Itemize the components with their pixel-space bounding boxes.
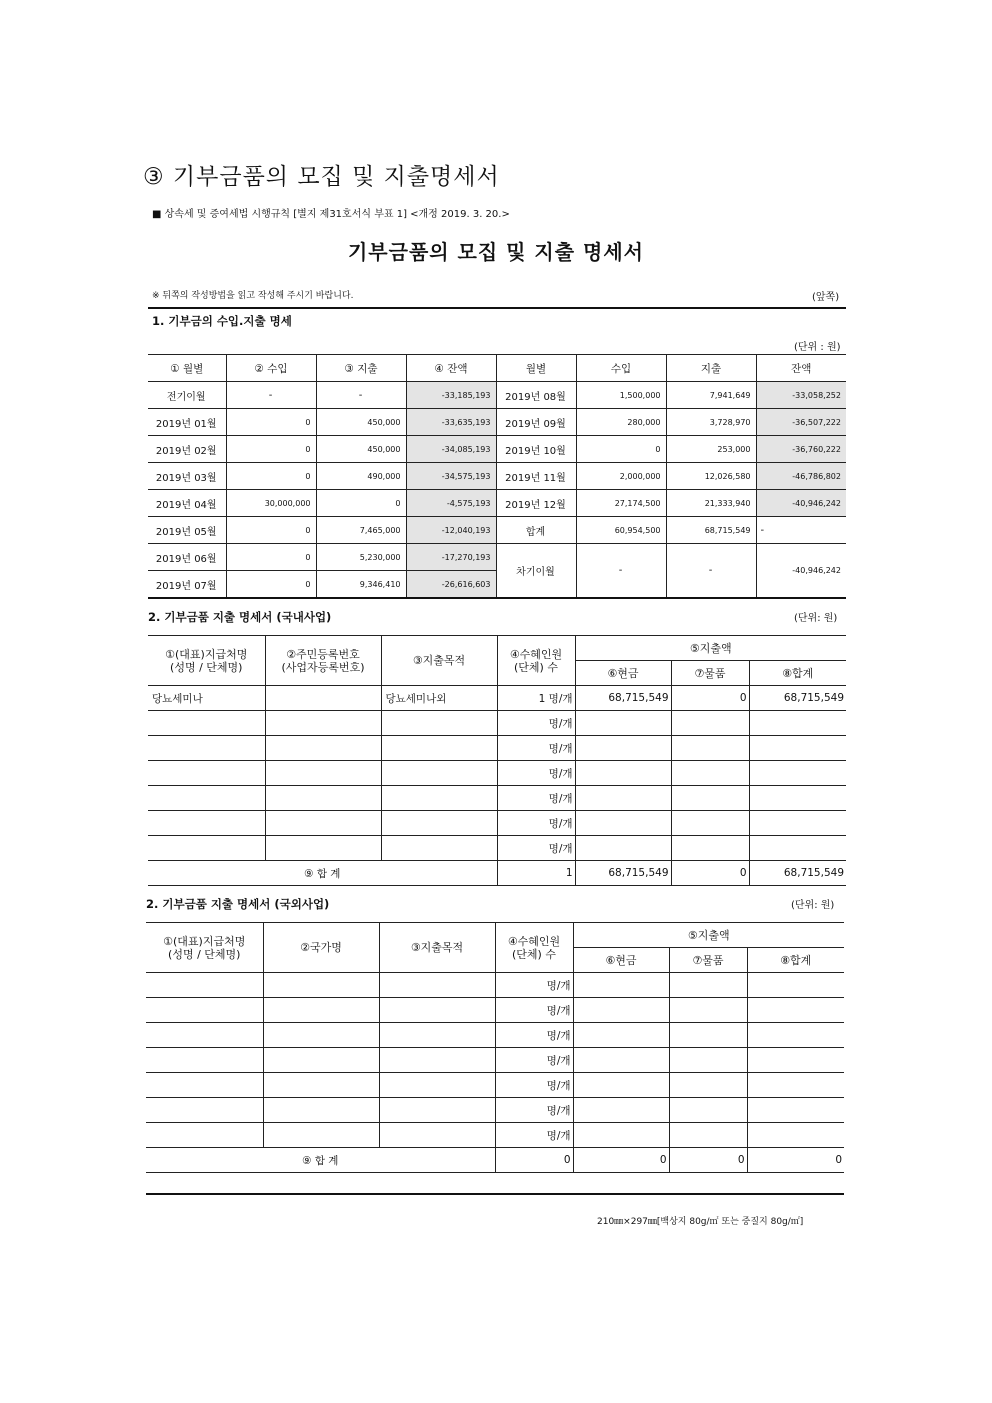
- country-cell: [263, 1023, 379, 1048]
- payee-cell: [148, 786, 265, 811]
- income-cell: 1,500,000: [576, 382, 666, 409]
- balance-cell: -4,575,193: [406, 490, 496, 517]
- total-cell: [747, 998, 844, 1023]
- expense-cell: 253,000: [666, 436, 756, 463]
- goods-cell: [671, 836, 749, 861]
- header-purpose: ③지출목적: [379, 923, 495, 973]
- month-cell: 2019년 12월: [496, 490, 576, 517]
- cash-cell: [573, 998, 669, 1023]
- sum-beneficiary: 1: [497, 861, 575, 886]
- sum-row: [146, 1148, 844, 1173]
- payee-cell: [146, 1048, 263, 1073]
- section2-unit: (단위: 원): [794, 613, 838, 624]
- purpose-cell: [379, 1048, 495, 1073]
- payee-cell: [148, 836, 265, 861]
- purpose-cell: [381, 736, 497, 761]
- cash-cell: [573, 1023, 669, 1048]
- month-cell: 2019년 10월: [496, 436, 576, 463]
- sum-cash: 68,715,549: [575, 861, 671, 886]
- cash-cell: [575, 736, 671, 761]
- column-header: ③ 지출: [316, 355, 406, 382]
- expense-cell: 7,465,000: [316, 517, 406, 544]
- table-row: [148, 736, 846, 761]
- carryover-expense-cell: -: [666, 544, 756, 599]
- income-cell: 280,000: [576, 409, 666, 436]
- purpose-cell: [379, 1073, 495, 1098]
- cash-cell: 68,715,549: [575, 686, 671, 711]
- total-cell: [747, 1048, 844, 1073]
- section1-unit: (단위 : 원): [794, 342, 841, 353]
- column-header: 월별: [496, 355, 576, 382]
- expense-cell: 0: [316, 490, 406, 517]
- purpose-cell: [381, 761, 497, 786]
- front-page-label: (앞쪽): [812, 292, 840, 303]
- goods-cell: [671, 736, 749, 761]
- expense-cell: -: [316, 382, 406, 409]
- table-row: [148, 544, 846, 571]
- table-row: [148, 517, 846, 544]
- month-cell: 2019년 09월: [496, 409, 576, 436]
- balance-cell: -33,185,193: [406, 382, 496, 409]
- notice-text: ※ 뒤쪽의 작성방법을 읽고 작성해 주시기 바랍니다.: [152, 291, 354, 301]
- cash-cell: [575, 711, 671, 736]
- total-cell: [749, 711, 846, 736]
- section3-unit: (단위: 원): [791, 900, 835, 911]
- beneficiary-cell: 명/개: [497, 811, 575, 836]
- id-cell: [265, 761, 381, 786]
- country-cell: [263, 973, 379, 998]
- goods-cell: [669, 1023, 747, 1048]
- header-row: [148, 355, 846, 382]
- purpose-cell: [381, 786, 497, 811]
- balance-cell: -17,270,193: [406, 544, 496, 571]
- bottom-divider: [146, 1193, 844, 1195]
- table-row: [146, 1098, 844, 1123]
- income-cell: 27,174,500: [576, 490, 666, 517]
- balance-cell: -26,616,603: [406, 571, 496, 599]
- column-header: ④ 잔액: [406, 355, 496, 382]
- page-heading: ③ 기부금품의 모집 및 지출명세서: [143, 164, 500, 190]
- expense-cell: 450,000: [316, 436, 406, 463]
- payee-cell: [146, 998, 263, 1023]
- income-cell: 0: [576, 436, 666, 463]
- purpose-cell: [379, 1098, 495, 1123]
- cash-cell: [575, 836, 671, 861]
- purpose-cell: [381, 811, 497, 836]
- column-header: ① 월별: [148, 355, 226, 382]
- column-header: 잔액: [756, 355, 846, 382]
- sum-beneficiary: 0: [495, 1148, 573, 1173]
- table-row: [148, 786, 846, 811]
- country-cell: [263, 1073, 379, 1098]
- legal-reference: ■ 상속세 및 증여세법 시행규칙 [별지 제31호서식 부표 1] <개정 2019. 3. 20.>: [152, 209, 510, 220]
- column-header: 수입: [576, 355, 666, 382]
- header-registration-number: ②주민등록번호 (사업자등록번호): [265, 636, 381, 686]
- table-row: [146, 973, 844, 998]
- month-cell: 2019년 07월: [148, 571, 226, 599]
- table-row: [148, 811, 846, 836]
- purpose-cell: [381, 836, 497, 861]
- table-row: [148, 711, 846, 736]
- total-cell: [747, 1023, 844, 1048]
- expense-cell: 9,346,410: [316, 571, 406, 599]
- expense-cell: 3,728,970: [666, 409, 756, 436]
- balance-cell: -33,635,193: [406, 409, 496, 436]
- total-cell: [747, 1073, 844, 1098]
- balance-cell: -34,575,193: [406, 463, 496, 490]
- domestic-expense-table: [148, 635, 846, 886]
- balance-cell: -46,786,802: [756, 463, 846, 490]
- income-cell: 0: [226, 436, 316, 463]
- beneficiary-cell: 1 명/개: [497, 686, 575, 711]
- section2-title: 2. 기부금품 지출 명세서 (국내사업): [148, 610, 332, 624]
- beneficiary-cell: 명/개: [497, 711, 575, 736]
- payee-cell: [148, 711, 265, 736]
- header-payee: ①(대표)지급처명 (성명 / 단체명): [146, 923, 263, 973]
- overseas-expense-table: [146, 922, 844, 1173]
- cash-cell: [575, 811, 671, 836]
- goods-cell: [671, 711, 749, 736]
- table-row: [146, 1048, 844, 1073]
- beneficiary-cell: 명/개: [495, 1123, 573, 1148]
- total-cell: [749, 811, 846, 836]
- cash-cell: [573, 1048, 669, 1073]
- table-row: [146, 1023, 844, 1048]
- beneficiary-cell: 명/개: [497, 786, 575, 811]
- goods-cell: 0: [671, 686, 749, 711]
- income-cell: 0: [226, 517, 316, 544]
- purpose-cell: 당뇨세미나외: [381, 686, 497, 711]
- paper-spec: 210㎜×297㎜[백상지 80g/㎡ 또는 중질지 80g/㎡]: [597, 1217, 804, 1227]
- beneficiary-cell: 명/개: [495, 973, 573, 998]
- payee-cell: [146, 1123, 263, 1148]
- id-cell: [265, 786, 381, 811]
- beneficiary-cell: 명/개: [497, 836, 575, 861]
- purpose-cell: [379, 998, 495, 1023]
- payee-cell: [148, 736, 265, 761]
- id-cell: [265, 686, 381, 711]
- header-total: ⑧합계: [749, 661, 846, 686]
- goods-cell: [671, 786, 749, 811]
- payee-cell: [148, 811, 265, 836]
- cash-cell: [573, 1073, 669, 1098]
- id-cell: [265, 736, 381, 761]
- header-goods: ⑦물품: [671, 661, 749, 686]
- sum-label: ⑨ 합 계: [146, 1148, 495, 1173]
- country-cell: [263, 1048, 379, 1073]
- beneficiary-cell: 명/개: [497, 736, 575, 761]
- balance-cell: -12,040,193: [406, 517, 496, 544]
- table-row: [148, 761, 846, 786]
- header-purpose: ③지출목적: [381, 636, 497, 686]
- sum-goods: 0: [669, 1148, 747, 1173]
- country-cell: [263, 1098, 379, 1123]
- income-cell: 2,000,000: [576, 463, 666, 490]
- header-country: ②국가명: [263, 923, 379, 973]
- payee-cell: [146, 1098, 263, 1123]
- payee-cell: [146, 1023, 263, 1048]
- income-cell: 0: [226, 544, 316, 571]
- table-row: [146, 1123, 844, 1148]
- sum-total: 68,715,549: [749, 861, 846, 886]
- table-row: [148, 686, 846, 711]
- beneficiary-cell: 명/개: [495, 1098, 573, 1123]
- table-row: [148, 836, 846, 861]
- month-cell: 2019년 03월: [148, 463, 226, 490]
- table-row: [146, 1073, 844, 1098]
- header-goods: ⑦물품: [669, 948, 747, 973]
- balance-cell: -33,058,252: [756, 382, 846, 409]
- divider: [148, 307, 846, 309]
- month-cell: 2019년 05월: [148, 517, 226, 544]
- total-cell: 68,715,549: [749, 686, 846, 711]
- income-cell: 0: [226, 571, 316, 599]
- purpose-cell: [379, 973, 495, 998]
- total-cell: [749, 736, 846, 761]
- id-cell: [265, 811, 381, 836]
- document-title: 기부금품의 모집 및 지출 명세서: [347, 240, 644, 264]
- cash-cell: [573, 1123, 669, 1148]
- purpose-cell: [379, 1023, 495, 1048]
- beneficiary-cell: 명/개: [495, 1023, 573, 1048]
- beneficiary-cell: 명/개: [495, 1048, 573, 1073]
- expense-cell: 68,715,549: [666, 517, 756, 544]
- total-cell: [747, 973, 844, 998]
- table-row: [148, 490, 846, 517]
- payee-cell: [146, 973, 263, 998]
- goods-cell: [669, 973, 747, 998]
- sum-cash: 0: [573, 1148, 669, 1173]
- header-total: ⑧합계: [747, 948, 844, 973]
- payee-cell: [148, 761, 265, 786]
- header-amount: ⑤지출액: [575, 636, 846, 661]
- income-cell: 0: [226, 463, 316, 490]
- table-row: [148, 463, 846, 490]
- purpose-cell: [379, 1123, 495, 1148]
- id-cell: [265, 711, 381, 736]
- header-beneficiaries: ④수혜인원 (단체) 수: [497, 636, 575, 686]
- sum-goods: 0: [671, 861, 749, 886]
- country-cell: [263, 1123, 379, 1148]
- month-cell: 2019년 02월: [148, 436, 226, 463]
- goods-cell: [671, 811, 749, 836]
- header-cash: ⑥현금: [573, 948, 669, 973]
- income-cell: 0: [226, 409, 316, 436]
- purpose-cell: [381, 711, 497, 736]
- month-cell: 2019년 01월: [148, 409, 226, 436]
- total-cell: [747, 1098, 844, 1123]
- section1-title: 1. 기부금의 수입.지출 명세: [152, 314, 292, 328]
- id-cell: [265, 836, 381, 861]
- month-cell: 전기이월: [148, 382, 226, 409]
- total-cell: [749, 836, 846, 861]
- payee-cell: [146, 1073, 263, 1098]
- column-header: ② 수입: [226, 355, 316, 382]
- table-row: [146, 998, 844, 1023]
- header-cash: ⑥현금: [575, 661, 671, 686]
- expense-cell: 450,000: [316, 409, 406, 436]
- section3-title: 2. 기부금품 지출 명세서 (국외사업): [146, 897, 330, 911]
- month-cell: 2019년 11월: [496, 463, 576, 490]
- income-expense-table: [148, 354, 846, 599]
- balance-cell: -34,085,193: [406, 436, 496, 463]
- expense-cell: 490,000: [316, 463, 406, 490]
- expense-cell: 7,941,649: [666, 382, 756, 409]
- total-cell: [749, 761, 846, 786]
- goods-cell: [669, 1123, 747, 1148]
- payee-cell: 당뇨세미나: [148, 686, 265, 711]
- carryover-income-cell: -: [576, 544, 666, 599]
- sum-label: ⑨ 합 계: [148, 861, 497, 886]
- cash-cell: [573, 1098, 669, 1123]
- month-cell: 2019년 04월: [148, 490, 226, 517]
- sum-row: [148, 861, 846, 886]
- goods-cell: [669, 1073, 747, 1098]
- income-cell: 30,000,000: [226, 490, 316, 517]
- goods-cell: [669, 1098, 747, 1123]
- header-amount: ⑤지출액: [573, 923, 844, 948]
- goods-cell: [671, 761, 749, 786]
- balance-cell: -: [756, 517, 846, 544]
- total-cell: [747, 1123, 844, 1148]
- beneficiary-cell: 명/개: [495, 998, 573, 1023]
- header-payee: ①(대표)지급처명 (성명 / 단체명): [148, 636, 265, 686]
- income-cell: -: [226, 382, 316, 409]
- month-cell: 2019년 08월: [496, 382, 576, 409]
- cash-cell: [575, 786, 671, 811]
- column-header: 지출: [666, 355, 756, 382]
- table-row: [148, 382, 846, 409]
- balance-cell: -40,946,242: [756, 490, 846, 517]
- table-row: [148, 436, 846, 463]
- country-cell: [263, 998, 379, 1023]
- balance-cell: -36,760,222: [756, 436, 846, 463]
- sum-total: 0: [747, 1148, 844, 1173]
- cash-cell: [575, 761, 671, 786]
- expense-cell: 5,230,000: [316, 544, 406, 571]
- cash-cell: [573, 973, 669, 998]
- goods-cell: [669, 1048, 747, 1073]
- goods-cell: [669, 998, 747, 1023]
- carryover-balance-cell: -40,946,242: [756, 544, 846, 599]
- beneficiary-cell: 명/개: [495, 1073, 573, 1098]
- expense-cell: 12,026,580: [666, 463, 756, 490]
- month-cell: 합계: [496, 517, 576, 544]
- income-cell: 60,954,500: [576, 517, 666, 544]
- beneficiary-cell: 명/개: [497, 761, 575, 786]
- expense-cell: 21,333,940: [666, 490, 756, 517]
- header-beneficiaries: ④수혜인원 (단체) 수: [495, 923, 573, 973]
- balance-cell: -36,507,222: [756, 409, 846, 436]
- total-cell: [749, 786, 846, 811]
- month-cell: 2019년 06월: [148, 544, 226, 571]
- table-row: [148, 409, 846, 436]
- carryover-month-cell: 차기이월: [496, 544, 576, 599]
